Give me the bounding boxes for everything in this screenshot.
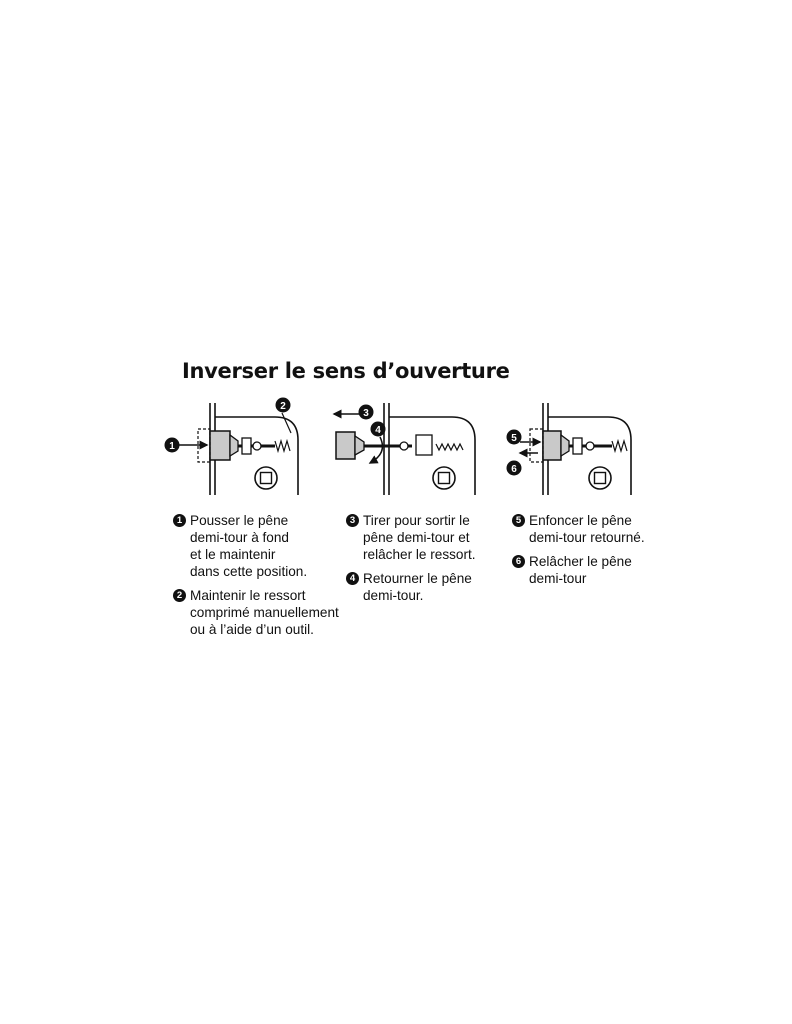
step-2	[173, 587, 343, 638]
step-number-badge: 4	[346, 572, 359, 585]
latch-bolt	[336, 432, 463, 459]
steps-column-2	[346, 512, 496, 611]
step-text: Maintenir le ressort comprimé manuellement ou à l’aide d’un outil.	[190, 588, 339, 637]
step-1	[173, 512, 343, 580]
step-text: Tirer pour sortir le pêne demi-tour et relâcher le ressort.	[363, 513, 476, 562]
step-marker-2: 2	[280, 401, 286, 412]
step-text: Enfoncer le pêne demi-tour retourné.	[529, 513, 645, 545]
follower-square	[589, 467, 611, 489]
step-number-badge: 2	[173, 589, 186, 602]
step-3	[346, 512, 496, 563]
step-number-badge: 5	[512, 514, 525, 527]
step-number-badge: 3	[346, 514, 359, 527]
steps-column-3	[512, 512, 672, 594]
step-5	[512, 512, 672, 546]
follower-square	[433, 467, 455, 489]
step-number-badge: 6	[512, 555, 525, 568]
steps-column-1	[173, 512, 343, 645]
figure-step-5-6	[500, 395, 640, 500]
step-6	[512, 553, 672, 587]
step-marker-1: 1	[169, 441, 175, 452]
step-text: Retourner le pêne demi-tour.	[363, 571, 472, 603]
figure-step-3-4	[330, 395, 480, 500]
page-title: Inverser le sens d’ouverture	[182, 359, 510, 383]
step-marker-6: 6	[511, 464, 517, 475]
latch-bolt	[543, 431, 627, 460]
step-4	[346, 570, 496, 604]
step-number-badge: 1	[173, 514, 186, 527]
figure-step-1-2	[163, 395, 303, 500]
follower-square	[255, 467, 277, 489]
step-marker-4: 4	[375, 425, 381, 436]
latch-bolt	[210, 431, 290, 460]
step-text: Pousser le pêne demi-tour à fond et le maintenir dans cette position.	[190, 513, 308, 579]
step-text: Relâcher le pêne demi-tour	[529, 554, 632, 586]
step-marker-3: 3	[363, 408, 369, 419]
step-marker-5: 5	[511, 433, 517, 444]
